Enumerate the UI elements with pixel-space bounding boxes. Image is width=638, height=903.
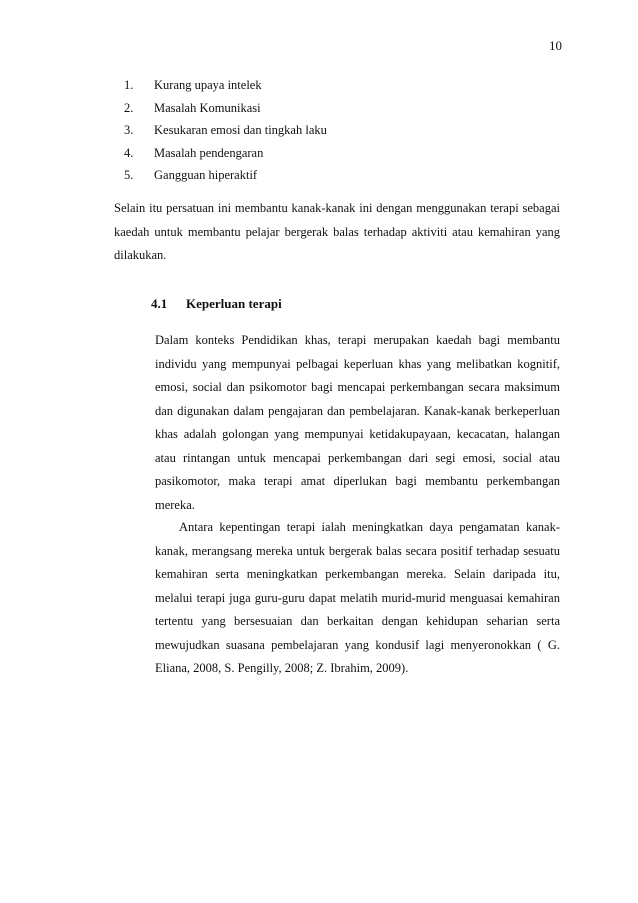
- list-item-text: Gangguan hiperaktif: [154, 168, 258, 182]
- list-item: [122, 164, 327, 187]
- list-item: [122, 74, 327, 97]
- intro-paragraph: Selain itu persatuan ini membantu kanak-kanak ini dengan menggunakan terapi sebagai kaedah untuk membantu pelajar bergerak balas terhadap aktiviti atau kemahiran yang dilakukan.: [114, 201, 560, 262]
- list-item-text: Kesukaran emosi dan tingkah laku: [154, 123, 327, 137]
- section-paragraph-1: Dalam konteks Pendidikan khas, terapi merupakan kaedah bagi membantu individu yang mempunyai pelbagai keperluan khas yang melibatkan kognitif, emosi, social dan psikomotor bagi mencapai perkembangan secara maksimum dan digunakan dalam pengajaran dan pembelajaran. Kanak-kanak berkeperluan khas adalah golongan yang mempunyai ketidakupayaan, kecacatan, halangan atau rintangan untuk mencapai perkembangan dari segi emosi, social atau pasikomotor, maka terapi amat diperlukan bagi membantu perkembangan mereka.: [155, 333, 560, 512]
- list-item-number: 3.: [124, 123, 134, 137]
- list-item: [122, 142, 327, 165]
- list-item-text: Masalah Komunikasi: [154, 100, 261, 115]
- section-title: Keperluan terapi: [186, 296, 282, 311]
- list-item-text: Kurang upaya intelek: [154, 78, 262, 92]
- list-item-number: 1.: [124, 78, 134, 92]
- numbered-list: [122, 74, 327, 187]
- section-heading: [151, 296, 282, 312]
- section-paragraph-2: Antara kepentingan terapi ialah meningkatkan daya pengamatan kanak-kanak, merangsang mereka untuk bergerak balas secara positif terhadap sesuatu kemahiran serta meningkatkan perkembangan mereka. Selain daripada itu, melalui terapi juga guru-guru dapat melatih murid-murid menguasai kemahiran tertentu yang bersesuaian dan berkaitan dengan kehidupan seharian serta mewujudkan suasana pembelajaran yang kondusif lagi menyeronokkan ( G. Eliana, 2008, S. Pengilly, 2008; Z. Ibrahim, 2009).: [155, 520, 560, 675]
- list-item: [122, 97, 327, 120]
- list-item-number: 2.: [124, 100, 134, 115]
- list-item-text: Masalah pendengaran: [154, 145, 264, 160]
- section-number: 4.1: [151, 296, 168, 311]
- list-item: [122, 119, 327, 142]
- list-item-number: 5.: [124, 168, 134, 182]
- page-number: 10: [549, 38, 562, 53]
- list-item-number: 4.: [124, 145, 134, 160]
